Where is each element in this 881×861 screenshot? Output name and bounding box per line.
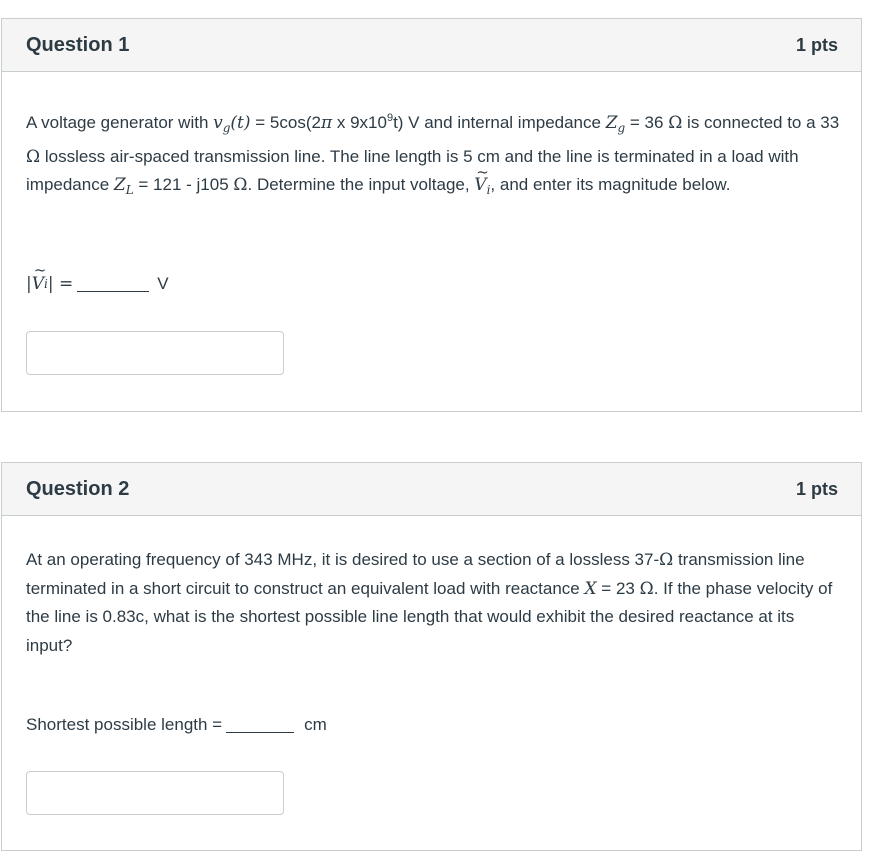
- question-1-title: Question 1: [26, 33, 130, 56]
- answer-blank: [77, 291, 149, 292]
- question-2-answer-line: Shortest possible length = cm: [26, 715, 327, 734]
- question-2-title: Question 2: [26, 477, 130, 500]
- answer-blank: [226, 732, 294, 733]
- question-2-text: At an operating frequency of 343 MHz, it is desired to use a section of a lossless 37-Ω transmission line terminated in a short circuit to construct an equivalent load with reactance X = 23 Ω. If the phase velocity of the line is 0.83c, what is the shortest possible line length that would exhibit the desired reactance at its input?: [26, 550, 833, 655]
- question-1-answer-line: | ~ V i | = V: [26, 274, 169, 294]
- question-2-card: [1, 462, 862, 851]
- question-2-header: [2, 463, 861, 516]
- question-1-card: [1, 18, 862, 412]
- question-1-points: 1 pts: [795, 34, 838, 55]
- question-1-answer-input[interactable]: [26, 331, 284, 375]
- question-2-points: 1 pts: [795, 478, 838, 499]
- question-1-text: A voltage generator with $v_g(t) = 5\cos(2\pi$ x $9x10^9t$) V and internal impedance $Z_g = 36$ Ω is connected to a 33 Ω lossless air-spaced transmission line. The line length is 5 cm and the line is terminated in a load with impedance $Z_L = 121 - j105$ Ω. Determine the input voltage, ~ $V_i$, and enter its magnitude below.: [26, 104, 842, 205]
- question-1-header: [2, 19, 861, 72]
- question-2-answer-input[interactable]: [26, 771, 284, 815]
